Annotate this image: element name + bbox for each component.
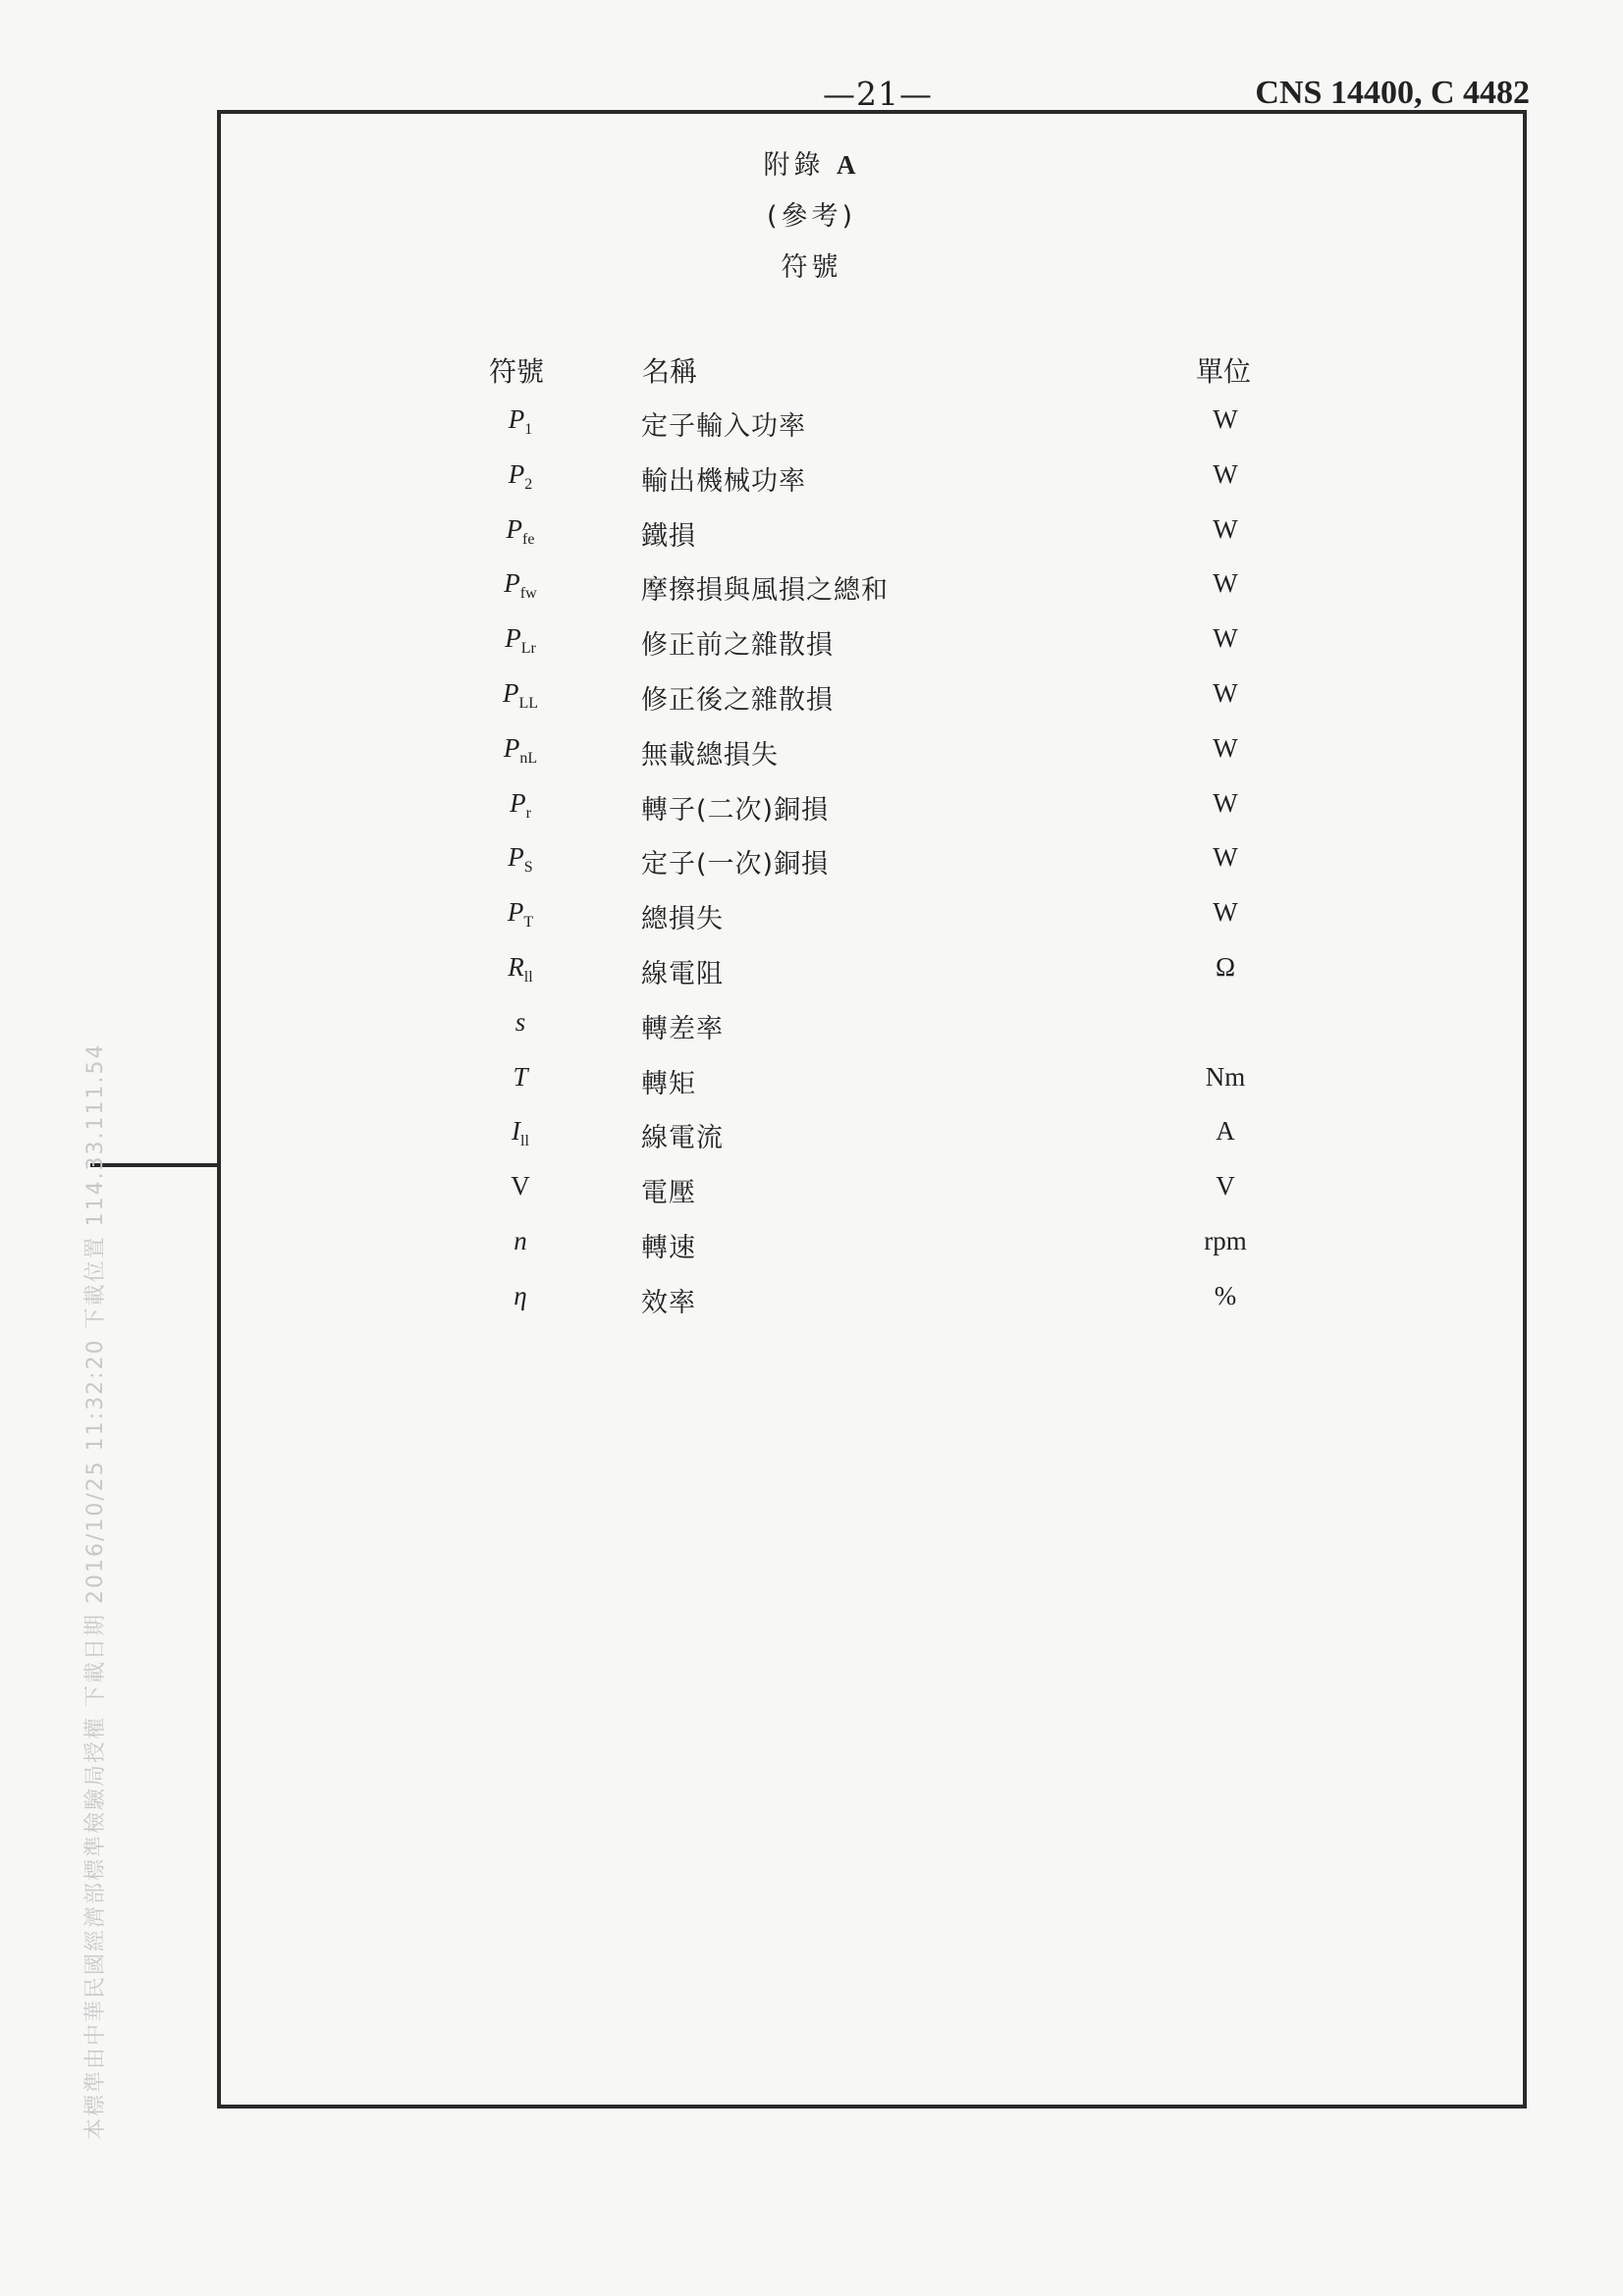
download-watermark: 本標準由中華民國經濟部標準檢驗局授權 下載日期 2016/10/25 11:32:20 下載位置 114.33.111.54: [83, 1042, 108, 2140]
unit-cell: Nm: [1205, 1061, 1246, 1092]
unit-cell: %: [1214, 1280, 1237, 1310]
annex-title-text: 附錄: [763, 150, 838, 181]
unit-cell: W: [1213, 458, 1238, 489]
symbol-cell: [471, 404, 569, 439]
name-cell: 修正後之雜散損: [641, 685, 834, 716]
unit-cell: W: [1213, 732, 1238, 763]
column-header-unit: 單位: [1196, 355, 1252, 388]
column-header-name: 名稱: [642, 355, 698, 388]
name-cell: 定子輸入功率: [641, 411, 806, 442]
name-cell: 鐵損: [641, 520, 696, 552]
symbol-cell: [471, 1226, 569, 1256]
table-row: [0, 1116, 1623, 1171]
symbol-cell: [471, 1116, 569, 1150]
symbol-base: P: [502, 678, 519, 708]
page-number: —21—: [823, 75, 933, 113]
symbol-base: T: [513, 1061, 528, 1092]
name-cell: 轉差率: [641, 1013, 724, 1044]
annex-title: [0, 143, 1623, 182]
symbol-base: P: [508, 842, 524, 873]
symbol-subscript: 2: [524, 475, 533, 493]
unit-cell: A: [1216, 1116, 1235, 1147]
symbol-base: P: [507, 897, 524, 928]
table-row: [0, 788, 1623, 843]
name-cell: 線電阻: [641, 959, 724, 989]
name-cell: 轉矩: [641, 1068, 696, 1099]
symbol-base: R: [508, 952, 524, 982]
symbol-base: η: [514, 1280, 527, 1310]
table-row: [0, 568, 1623, 623]
symbol-subscript: nL: [519, 749, 538, 767]
name-cell: 無載總損失: [641, 739, 779, 771]
unit-cell: W: [1213, 513, 1238, 544]
name-cell: 摩擦損與風損之總和: [641, 575, 889, 607]
symbol-cell: [471, 952, 569, 987]
document-code: CNS 14400, C 4482: [1255, 75, 1530, 111]
name-cell: 轉速: [641, 1233, 696, 1263]
table-row: [0, 1007, 1623, 1062]
symbol-base: P: [508, 458, 525, 489]
symbol-cell: [471, 459, 569, 494]
symbol-subscript: fe: [522, 530, 535, 548]
symbol-base: I: [512, 1116, 521, 1147]
symbol-cell: [471, 842, 569, 877]
symbol-subscript: T: [523, 914, 534, 932]
symbol-cell: [471, 623, 569, 658]
symbol-subscript: S: [523, 859, 533, 877]
column-header-symbol: 符號: [489, 355, 545, 388]
symbol-base: P: [506, 513, 523, 544]
unit-cell: W: [1213, 678, 1238, 708]
table-row: [0, 1226, 1623, 1281]
name-cell: 輸出機械功率: [641, 465, 806, 497]
unit-cell: W: [1213, 897, 1238, 928]
annex-note: (參考): [766, 201, 857, 232]
unit-cell: W: [1213, 568, 1238, 599]
unit-cell: V: [1216, 1171, 1235, 1201]
unit-cell: Ω: [1215, 952, 1236, 982]
symbol-cell: [471, 1007, 569, 1038]
name-cell: 電壓: [641, 1178, 696, 1209]
table-row: [0, 897, 1623, 952]
symbol-base: V: [511, 1171, 530, 1201]
name-cell: 修正前之雜散損: [641, 630, 834, 662]
unit-cell: W: [1213, 787, 1238, 818]
symbol-cell: [471, 897, 569, 932]
symbol-base: P: [510, 787, 526, 818]
symbol-subscript: ll: [523, 969, 533, 986]
symbol-cell: [471, 1171, 569, 1201]
symbol-cell: [471, 514, 569, 549]
table-row: [0, 678, 1623, 733]
table-row: [0, 404, 1623, 459]
symbol-base: P: [505, 623, 521, 654]
table-row: [0, 459, 1623, 514]
symbol-subscript: LL: [518, 695, 539, 712]
symbol-base: n: [514, 1226, 527, 1255]
annex-title-letter: A: [837, 150, 860, 180]
symbol-cell: [471, 1281, 569, 1311]
name-cell: 總損失: [641, 904, 724, 935]
table-row: [0, 514, 1623, 569]
symbol-subscript: r: [525, 804, 531, 822]
symbol-subscript: fw: [519, 585, 537, 603]
name-cell: 效率: [641, 1287, 696, 1318]
symbol-base: P: [504, 568, 520, 599]
table-row: [0, 1281, 1623, 1336]
unit-cell: W: [1213, 404, 1238, 434]
table-row: [0, 952, 1623, 1007]
symbol-cell: [471, 678, 569, 713]
name-cell: 線電流: [641, 1123, 724, 1154]
symbol-cell: [471, 568, 569, 603]
name-cell: 定子(一次)銅損: [641, 849, 830, 881]
symbol-base: P: [508, 404, 525, 434]
unit-cell: W: [1213, 842, 1238, 873]
unit-cell: rpm: [1204, 1226, 1247, 1255]
table-row: [0, 1171, 1623, 1226]
symbol-subscript: 1: [524, 421, 533, 438]
symbol-subscript: ll: [520, 1133, 529, 1150]
symbol-subscript: Lr: [520, 640, 536, 658]
name-cell: 轉子(二次)銅損: [641, 794, 830, 826]
unit-cell: W: [1213, 623, 1238, 654]
table-row: [0, 1062, 1623, 1117]
symbol-cell: [471, 1062, 569, 1093]
annex-subject: 符號: [781, 252, 842, 283]
symbol-base: s: [514, 1006, 526, 1037]
symbol-cell: [471, 788, 569, 823]
table-row: [0, 842, 1623, 897]
table-row: [0, 623, 1623, 678]
symbol-base: P: [503, 732, 520, 763]
symbol-cell: [471, 733, 569, 768]
table-row: [0, 733, 1623, 788]
